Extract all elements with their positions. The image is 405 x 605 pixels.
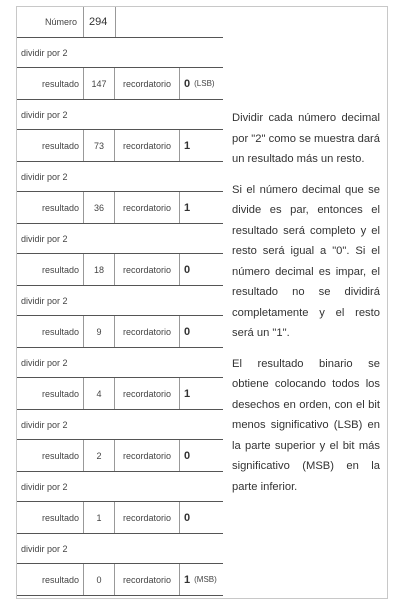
division-step <box>17 472 223 534</box>
remainder-bit: 0 <box>184 263 191 276</box>
bit-significance-tag: (MSB) <box>194 575 217 584</box>
number-label: Número <box>44 17 77 27</box>
remainder-label: recordatorio <box>114 130 179 161</box>
divide-label: dividir por 2 <box>21 543 68 554</box>
divide-row <box>17 38 223 68</box>
result-value: 18 <box>83 254 114 285</box>
remainder-label: recordatorio <box>114 564 179 595</box>
divide-row <box>17 286 223 316</box>
explanation-text <box>232 108 380 507</box>
division-step <box>17 224 223 286</box>
divide-label: dividir por 2 <box>21 47 68 58</box>
number-row-blank <box>115 7 223 37</box>
divide-row <box>17 162 223 192</box>
remainder-cell <box>179 378 223 409</box>
divide-row <box>17 100 223 130</box>
division-step <box>17 534 223 596</box>
result-row <box>17 316 223 348</box>
remainder-label: recordatorio <box>114 254 179 285</box>
steps-list <box>17 38 223 596</box>
remainder-bit: 1 <box>184 387 191 400</box>
divide-row <box>17 348 223 378</box>
division-step <box>17 286 223 348</box>
number-row <box>17 7 223 38</box>
remainder-label: recordatorio <box>114 316 179 347</box>
remainder-bit: 1 <box>184 201 191 214</box>
result-label: resultado <box>41 202 79 213</box>
division-step <box>17 162 223 224</box>
divide-label: dividir por 2 <box>21 481 68 492</box>
remainder-label: recordatorio <box>114 502 179 533</box>
result-row <box>17 502 223 534</box>
remainder-label: recordatorio <box>114 378 179 409</box>
result-value: 0 <box>83 564 114 595</box>
result-row <box>17 564 223 596</box>
divide-label: dividir por 2 <box>21 419 68 430</box>
result-value: 2 <box>83 440 114 471</box>
division-table <box>17 7 223 596</box>
result-value: 73 <box>83 130 114 161</box>
remainder-cell <box>179 192 223 223</box>
result-label: resultado <box>41 574 79 585</box>
result-label: resultado <box>41 450 79 461</box>
result-value: 4 <box>83 378 114 409</box>
remainder-label: recordatorio <box>114 68 179 99</box>
division-step <box>17 100 223 162</box>
result-row <box>17 68 223 100</box>
bit-significance-tag: (LSB) <box>194 79 215 88</box>
result-label: resultado <box>41 140 79 151</box>
remainder-cell <box>179 502 223 533</box>
remainder-bit: 0 <box>184 511 191 524</box>
remainder-label: recordatorio <box>114 192 179 223</box>
result-label: resultado <box>41 326 79 337</box>
divide-label: dividir por 2 <box>21 171 68 182</box>
result-row <box>17 254 223 286</box>
remainder-bit: 1 <box>184 573 191 586</box>
division-step <box>17 410 223 472</box>
remainder-cell <box>179 564 223 595</box>
result-label: resultado <box>41 388 79 399</box>
division-step <box>17 38 223 100</box>
remainder-bit: 0 <box>184 325 191 338</box>
explanation-paragraph-2: Si el número decimal que se divide es par, entonces el resultado será completo y el resto será igual a "0". Si el número decimal es impar, el resultado no se dividirá completamente y el resto será un "1". <box>232 183 380 339</box>
result-value: 1 <box>83 502 114 533</box>
result-row <box>17 440 223 472</box>
remainder-bit: 0 <box>184 449 191 462</box>
result-row <box>17 192 223 224</box>
remainder-cell <box>179 68 223 99</box>
result-label: resultado <box>41 512 79 523</box>
divide-row <box>17 472 223 502</box>
remainder-cell <box>179 316 223 347</box>
divide-label: dividir por 2 <box>21 233 68 244</box>
remainder-cell <box>179 254 223 285</box>
divide-row <box>17 410 223 440</box>
divide-label: dividir por 2 <box>21 109 68 120</box>
result-row <box>17 378 223 410</box>
result-value: 36 <box>83 192 114 223</box>
result-value: 9 <box>83 316 114 347</box>
explanation-paragraph-1: Dividir cada número decimal por "2" como se muestra dará un resultado más un resto. <box>232 112 380 165</box>
remainder-label: recordatorio <box>114 440 179 471</box>
remainder-bit: 0 <box>184 77 191 90</box>
divide-label: dividir por 2 <box>21 357 68 368</box>
result-label: resultado <box>41 264 79 275</box>
explanation-paragraph-3: El resultado binario se obtiene colocando todos los desechos en orden, con el bit menos significativo (LSB) en la parte superior y el bit más significativo (MSB) en la parte inferior. <box>232 357 380 493</box>
divide-label: dividir por 2 <box>21 295 68 306</box>
divide-row <box>17 224 223 254</box>
division-step <box>17 348 223 410</box>
remainder-cell <box>179 130 223 161</box>
result-value: 147 <box>83 68 114 99</box>
result-label: resultado <box>41 78 79 89</box>
result-row <box>17 130 223 162</box>
remainder-cell <box>179 440 223 471</box>
remainder-bit: 1 <box>184 139 191 152</box>
number-value: 294 <box>83 7 115 37</box>
divide-row <box>17 534 223 564</box>
